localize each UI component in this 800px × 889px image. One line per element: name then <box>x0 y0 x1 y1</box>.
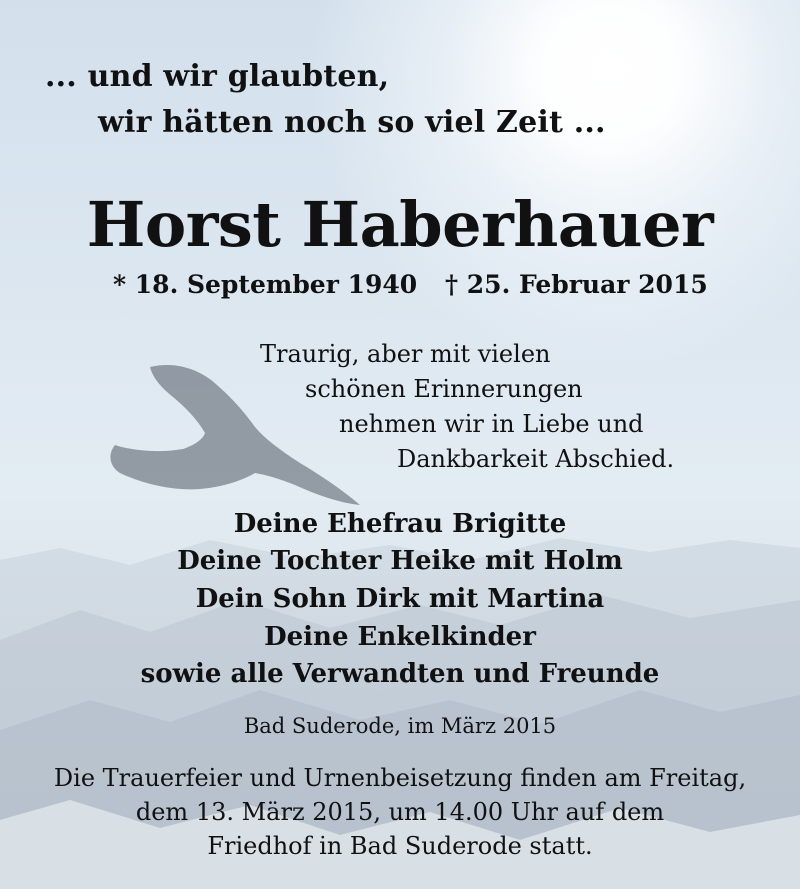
place-date: Bad Suderode, im März 2015 <box>243 714 557 738</box>
mourning-line: Traurig, aber mit vielen <box>260 340 551 368</box>
family-line: Dein Sohn Dirk mit Martina <box>195 584 605 614</box>
mourning-line: nehmen wir in Liebe und <box>339 410 644 438</box>
funeral-info-line: Friedhof in Bad Suderode statt. <box>207 832 593 860</box>
death-date: † 25. Februar 2015 <box>445 270 708 299</box>
family-line: sowie alle Verwandten und Freunde <box>140 659 660 689</box>
mourning-line: schönen Erinnerungen <box>305 375 583 403</box>
intro-line-2: wir hätten noch so viel Zeit ... <box>98 105 606 140</box>
birth-date: * 18. September 1940 <box>113 270 418 299</box>
intro-line-1: ... und wir glaubten, <box>45 59 390 94</box>
family-line: Deine Enkelkinder <box>264 622 536 652</box>
deceased-name: Horst Haberhauer <box>86 188 714 261</box>
mourning-line: Dankbarkeit Abschied. <box>397 445 675 473</box>
family-line: Deine Ehefrau Brigitte <box>233 509 567 539</box>
family-line: Deine Tochter Heike mit Holm <box>177 546 623 576</box>
funeral-info-line: dem 13. März 2015, um 14.00 Uhr auf dem <box>135 798 665 826</box>
funeral-info-line: Die Trauerfeier und Urnenbeisetzung finden am Freitag, <box>53 764 747 792</box>
